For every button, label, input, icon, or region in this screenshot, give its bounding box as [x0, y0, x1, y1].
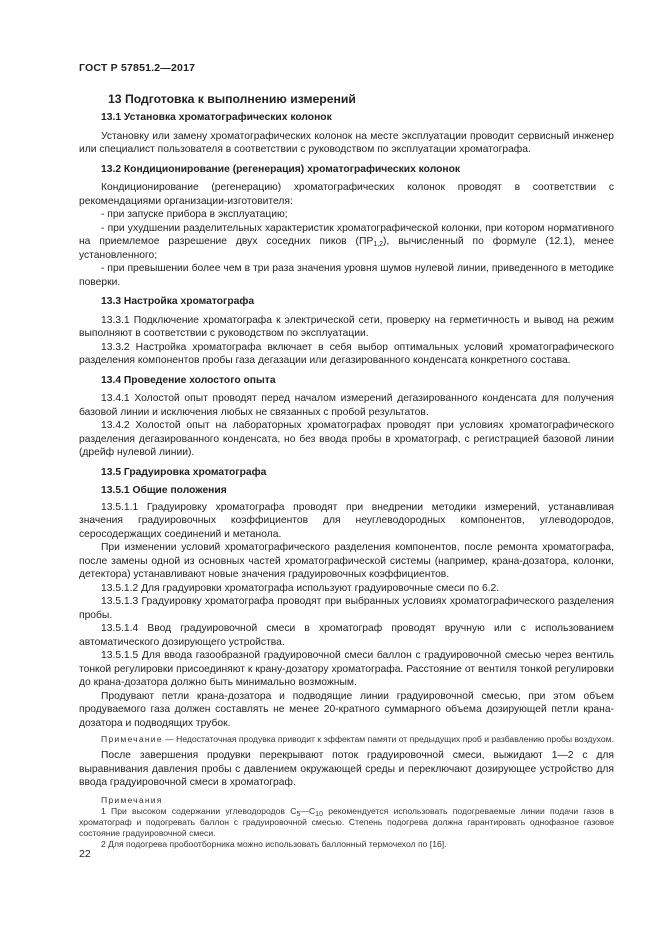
paragraph: 13.3.1 Подключение хроматографа к электрической сети, проверку на герметичность и вывод на режим выполняют в соответствии с руководством по эксплуатации. — [79, 314, 614, 339]
list-item: - при превышении более чем в три раза значения уровня шумов нулевой линии, приведенного в методике поверки. — [79, 263, 614, 288]
document-id: ГОСТ Р 57851.2—2017 — [79, 62, 196, 74]
subsection-13-3-title: 13.3 Настройка хроматографа — [101, 296, 255, 307]
paragraph: 13.4.2 Холостой опыт на лабораторных хроматографах проводят при условиях хроматографического разделения дегазированного конденсата, но без ввода пробы в хроматограф, с регистрацией базовой линии (дрейф нулевой линии). — [79, 420, 614, 458]
paragraph: 13.4.1 Холостой опыт проводят перед началом измерений дегазированного конденсата для получения базовой линии и исключения любых не связанных с пробой результатов. — [79, 393, 614, 418]
subsection-13-5-1-title: 13.5.1 Общие положения — [101, 485, 227, 496]
page-content — [79, 92, 614, 850]
paragraph: 13.5.1.1 Градуировку хроматографа проводят при внедрении методики измерений, устанавливая значения градуировочных коэффициентов для неуглеводородных компонентов, углеводородов, серосодержащих соединений и метанола. — [79, 501, 614, 540]
note — [79, 734, 614, 745]
note-item: 2 Для подогрева пробоотборника можно использовать баллонный термочехол по [16]. — [101, 838, 447, 849]
section-title: 13 Подготовка к выполнению измерений — [108, 92, 356, 106]
subsection-13-5-title: 13.5 Градуировка хроматографа — [101, 466, 267, 478]
subsection-13-4-title: 13.4 Проведение холостого опыта — [101, 374, 276, 386]
paragraph: Кондиционирование (регенерацию) хроматографических колонок проводят в соответствии с рекомендациями организации-изготовителя: — [79, 182, 614, 207]
subsection-13-1-title: 13.1 Установка хроматографических колонок — [101, 112, 332, 123]
paragraph: Продувают петли крана-дозатора и подводящие линии градуировочной смесью, при этом объем продуваемого газа должен составлять не менее 20-кратного суммарного объема дозирующей петли крана-дозатора и подводящих трубок. — [79, 690, 614, 729]
paragraph: 13.5.1.2 Для градуировки хроматографа используют градуировочные смеси по 6.2. — [101, 582, 500, 594]
notes-label: Примечания — [101, 794, 163, 805]
note-item: 1 При высоком содержании углеводородов $С_5—С_{10}$ рекомендуется использовать подогреваемые линии подачи газов в хроматограф и подогревать баллон с градуировочной смесью. Степень подогрева должна гарантировать однофазное газовое состояние градуировочной смеси. — [79, 805, 614, 838]
note-label: Примечание — [101, 734, 163, 744]
subsection-13-2-title: 13.2 Кондиционирование (регенерация) хроматографических колонок — [101, 163, 461, 175]
paragraph: 13.5.1.5 Для ввода газообразной градуировочной смеси баллон с градуировочной смесью через вентиль тонкой регулировки присоединяют к крану-дозатору хроматографа. Расстояние от вентиля тонкой регулировки до крана-дозатора должно быть минимально возможным. — [79, 650, 614, 688]
list-item: - при запуске прибора в эксплуатацию; — [101, 209, 288, 220]
paragraph: При изменении условий хроматографического разделения компонентов, после ремонта хроматографа, после замены одной из основных частей хроматографической системы (например, крана-дозатора, колонки, детектора) устанавливают новые значения градуировочных коэффициентов. — [79, 542, 614, 580]
notes-list — [79, 806, 614, 850]
paragraph: После завершения продувки перекрывают поток градуировочной смеси, выжидают 1—2 с для выравнивания давления пробы с давлением окружающей среды и переключают дозирующее устройство для ввода градуировочной смеси в хроматограф. — [79, 750, 614, 788]
paragraph: 13.5.1.3 Градуировку хроматографа проводят при выбранных условиях хроматографического разделения пробы. — [79, 596, 614, 621]
paragraph: Установку или замену хроматографических колонок на месте эксплуатации проводит сервисный инженер или специалист пользователя в соответствии с руководством по эксплуатации хроматографа. — [79, 130, 614, 155]
paragraph: 13.5.1.4 Ввод градуировочной смеси в хроматограф проводят вручную или с использованием автоматического дозирующего устройства. — [79, 623, 614, 648]
list-item: - при ухудшении разделительных характеристик хроматографической колонки, при котором нормативного на приемлемое разрешение двух соседних пиков $(ПР_{1,2})$, вычисленный по формуле (12.1), менее установленного; — [79, 222, 614, 261]
paragraph: 13.3.2 Настройка хроматографа включает в себя выбор оптимальных условий хроматографического разделения компонентов пробы газа дегазации или дегазированного конденсата конкретного состава. — [79, 341, 614, 366]
note-text: — Недостаточная продувка приводит к эффектам памяти от предыдущих проб и разбавлению пробы воздухом. — [162, 734, 614, 744]
page-number: 22 — [79, 848, 91, 860]
